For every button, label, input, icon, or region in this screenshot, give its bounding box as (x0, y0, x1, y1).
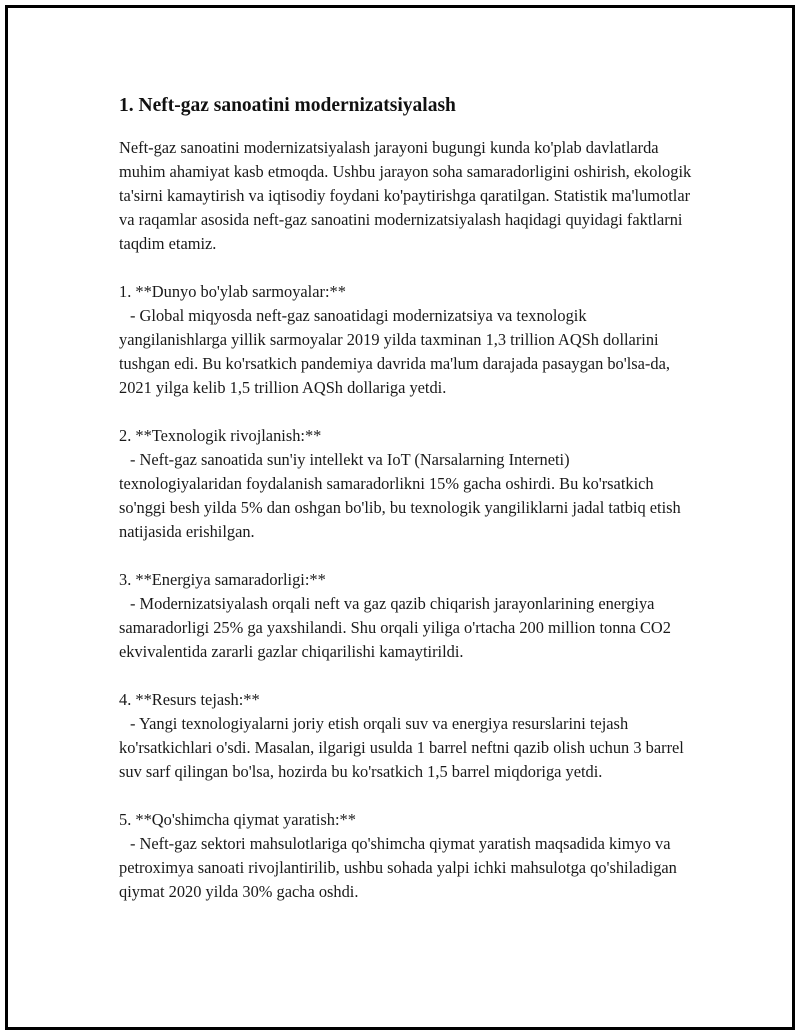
item-body-text: - Neft-gaz sektori mahsulotlariga qo'shimcha qiymat yaratish maqsadida kimyo va petroximya sanoati rivojlantirilib, ushbu sohada yalpi ichki mahsulotga qo'shiladigan qiymat 2020 yilda 30% gacha oshdi. (119, 834, 677, 901)
item-body (119, 304, 694, 400)
document-content (119, 92, 694, 928)
item-body-text: - Modernizatsiyalash orqali neft va gaz qazib chiqarish jarayonlarining energiya samaradorligi 25% ga yaxshilandi. Shu orqali yiliga o'rtacha 200 million tonna CO2 ekvivalentida zararli gazlar chiqarilishi kamaytirildi. (119, 594, 671, 661)
list-item (119, 808, 694, 904)
list-item (119, 424, 694, 544)
item-heading: 4. **Resurs tejash:** (119, 690, 260, 709)
item-heading: 3. **Energiya samaradorligi:** (119, 570, 326, 589)
list-item (119, 280, 694, 400)
intro-paragraph: Neft-gaz sanoatini modernizatsiyalash jarayoni bugungi kunda ko'plab davlatlarda muhim ahamiyat kasb etmoqda. Ushbu jarayon soha samaradorligini oshirish, ekologik ta'sirni kamaytirish va iqtisodiy foydani ko'paytirishga qaratilgan. Statistik ma'lumotlar va raqamlar asosida neft-gaz sanoatini modernizatsiyalash haqidagi quyidagi faktlarni taqdim etamiz. (119, 138, 692, 253)
item-heading: 5. **Qo'shimcha qiymat yaratish:** (119, 810, 356, 829)
item-body-text: - Global miqyosda neft-gaz sanoatidagi modernizatsiya va texnologik yangilanishlarga yillik sarmoyalar 2019 yilda taxminan 1,3 trillion AQSh dollarini tushgan edi. Bu ko'rsatkich pandemiya davrida ma'lum darajada pasaygan bo'lsa-da, 2021 yilga kelib 1,5 trillion AQSh dollariga yetdi. (119, 306, 670, 397)
item-body (119, 592, 694, 664)
list-item (119, 688, 694, 784)
item-body-text: - Yangi texnologiyalarni joriy etish orqali suv va energiya resurslarini tejash ko'rsatkichlari o'sdi. Masalan, ilgarigi usulda 1 barrel neftni qazib olish uchun 3 barrel suv sarf qilingan bo'lsa, hozirda bu ko'rsatkich 1,5 barrel miqdoriga yetdi. (119, 714, 684, 781)
item-body (119, 712, 694, 784)
item-body-text: - Neft-gaz sanoatida sun'iy intellekt va IoT (Narsalarning Interneti) texnologiyalaridan foydalanish samaradorlikni 15% gacha oshirdi. Bu ko'rsatkich so'nggi besh yilda 5% dan oshgan bo'lib, bu texnologik yangiliklarni jadal tatbiq etish natijasida erishilgan. (119, 450, 681, 541)
list-item (119, 568, 694, 664)
page-title: 1. Neft-gaz sanoatini modernizatsiyalash (119, 95, 456, 116)
item-body (119, 832, 694, 904)
item-heading: 2. **Texnologik rivojlanish:** (119, 426, 322, 445)
item-heading: 1. **Dunyo bo'ylab sarmoyalar:** (119, 282, 346, 301)
item-body (119, 448, 694, 544)
